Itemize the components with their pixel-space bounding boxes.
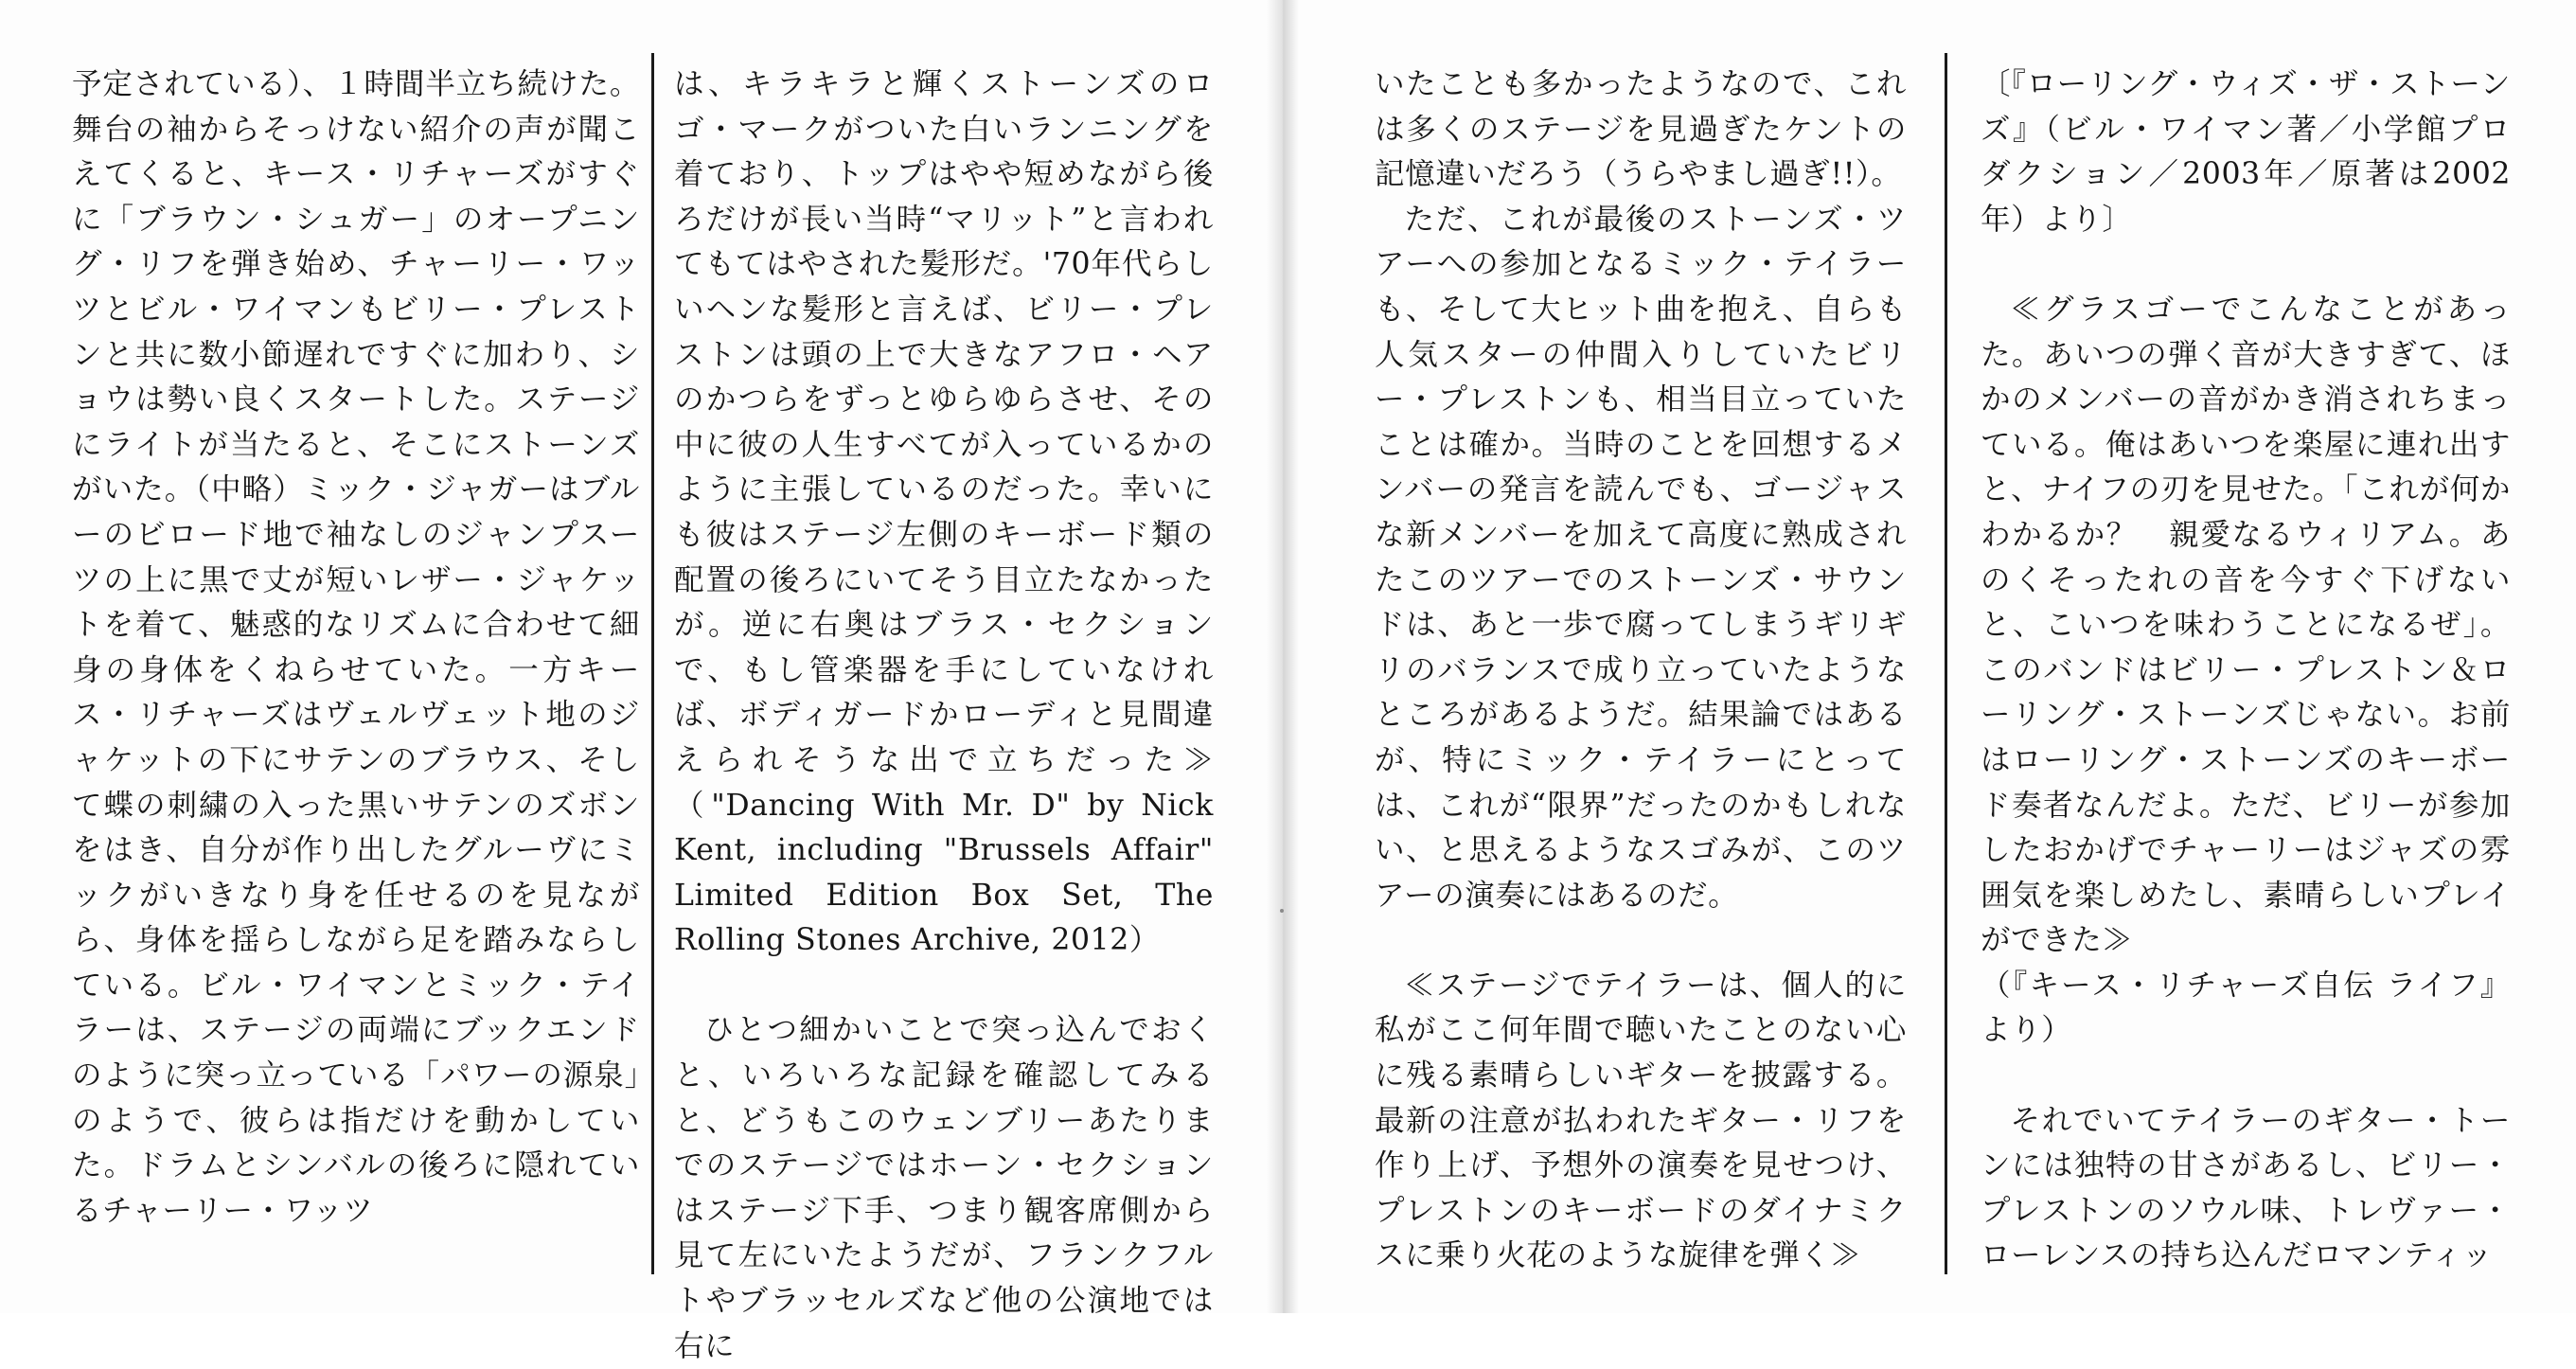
paragraph: それでいてテイラーのギター・トーンには独特の甘さがあるし、ビリー・プレストンのソウル味、トレヴァー・ローレンスの持ち込んだロマンティッ bbox=[1981, 1103, 2511, 1273]
quote-paragraph: ≪ステージでテイラーは、個人的に私がここ何年間で聴いたことのない心に残る素晴らしいギターを披露する。最新の注意が払われたギター・リフを作り上げ、予想外の演奏を見せつけ、プレストンのキーボードのダイナミクスに乗り火花のような旋律を弾く≫ bbox=[1375, 968, 1907, 1273]
text-column-3 bbox=[1375, 62, 1907, 1293]
text-column-4 bbox=[1981, 62, 2511, 1293]
text-column-1 bbox=[72, 62, 640, 1293]
column-divider bbox=[651, 53, 654, 1274]
column-divider bbox=[1945, 53, 1947, 1274]
book-gutter bbox=[1267, 0, 1299, 1313]
paragraph: 予定されている）、１時間半立ち続けた。舞台の袖からそっけない紹介の声が聞こえてくると、キース・リチャーズがすぐに「ブラウン・シュガー」のオープニング・リフを弾き始め、チャーリー・ワッツとビル・ワイマンもビリー・プレストンと共に数小節遅れですぐに加わり、ショウは勢い良くスタートした。ステージにライトが当たると、そこにストーンズがいた。（中略）ミック・ジャガーはブルーのビロード地で袖なしのジャンプスーツの上に黒で丈が短いレザー・ジャケットを着て、魅惑的なリズムに合わせて細身の身体をくねらせていた。一方キース・リチャーズはヴェルヴェット地のジャケットの下にサテンのブラウス、そして蝶の刺繍の入った黒いサテンのズボンをはき、自分が作り出したグルーヴにミックがいきなり身を任せるのを見ながら、身体を揺らしながら足を踏みならしている。ビル・ワイマンとミック・テイラーは、ステージの両端にブックエンドのように突っ立っている「パワーの源泉」のようで、彼らは指だけを動かしていた。ドラムとシンバルの後ろに隠れているチャーリー・ワッツ bbox=[72, 67, 640, 1228]
paragraph-gap bbox=[1981, 1054, 2511, 1099]
paragraph: ただ、これが最後のストーンズ・ツアーへの参加となるミック・テイラーも、そして大ヒット曲を抱え、自らも人気スターの仲間入りしていたビリー・プレストンも、相当目立っていたことは確か。当時のことを回想するメンバーの発言を読んでも、ゴージャスな新メンバーを加えて高度に熟成されたこのツアーでのストーンズ・サウンドは、あと一歩で腐ってしまうギリギリのバランスで成り立っていたようなところがあるようだ。結果論ではあるが、特にミック・テイラーにとっては、これが“限界”だったのかもしれない、と思えるようなスゴみが、このツアーの演奏にはあるのだ。 bbox=[1375, 202, 1907, 913]
paragraph: いたことも多かったようなので、これは多くのステージを見過ぎたケントの記憶違いだろう（うらやまし過ぎ!!）。 bbox=[1375, 67, 1907, 192]
paragraph-gap bbox=[674, 964, 1214, 1009]
text-column-2 bbox=[674, 62, 1214, 1363]
quote-paragraph: ≪グラスゴーでこんなことがあった。あいつの弾く音が大きすぎて、ほかのメンバーの音がかき消されちまっている。俺はあいつを楽屋に連れ出すと、ナイフの刃を見せた。「これが何かわかるか？ 親愛なるウィリアム。あのくそったれの音を今すぐ下げないと、こいつを味わうことになるぜ」。このバンドはビリー・プレストン＆ローリング・ストーンズじゃない。お前はローリング・ストーンズのキーボード奏者なんだよ。ただ、ビリーが参加したおかげでチャーリーはジャズの雰囲気を楽しめたし、素晴らしいプレイができた≫ （『キース・リチャーズ自伝 ライフ』より） bbox=[1981, 292, 2511, 1048]
scan-speck bbox=[1280, 909, 1284, 913]
paragraph: は、キラキラと輝くストーンズのロゴ・マークがついた白いランニングを着ており、トップはやや短めながら後ろだけが長い当時“マリット”と言われてもてはやされた髪形だ。'70年代らしいヘンな髪形と言えば、ビリー・プレストンは頭の上で大きなアフロ・ヘアのかつらをずっとゆらゆらさせ、その中に彼の人生すべてが入っているかのように主張しているのだった。幸いにも彼はステージ左側のキーボード類の配置の後ろにいてそう目立たなかったが。逆に右奥はブラス・セクションで、もし管楽器を手にしていなければ、ボディガードかローディと見間違えられそうな出で立ちだった≫（"Dancing With Mr. D" by Nick Kent, including "Brussels Affair" Limited Edition Box Set, The Rolling Stones Archive, 2012） bbox=[674, 67, 1214, 958]
citation-paragraph: 〔『ローリング・ウィズ・ザ・ストーンズ』（ビル・ワイマン著／小学館プロダクション／2003年／原著は2002年）より〕 bbox=[1981, 67, 2511, 237]
paragraph: ひとつ細かいことで突っ込んでおくと、いろいろな記録を確認してみると、どうもこのウェンブリーあたりまでのステージではホーン・セクションはステージ下手、つまり観客席側から見て左にいたようだが、フランクフルトやブラッセルズなど他の公演地では右に bbox=[674, 1013, 1214, 1363]
paragraph-gap bbox=[1981, 242, 2511, 288]
paragraph-gap bbox=[1375, 918, 1907, 964]
